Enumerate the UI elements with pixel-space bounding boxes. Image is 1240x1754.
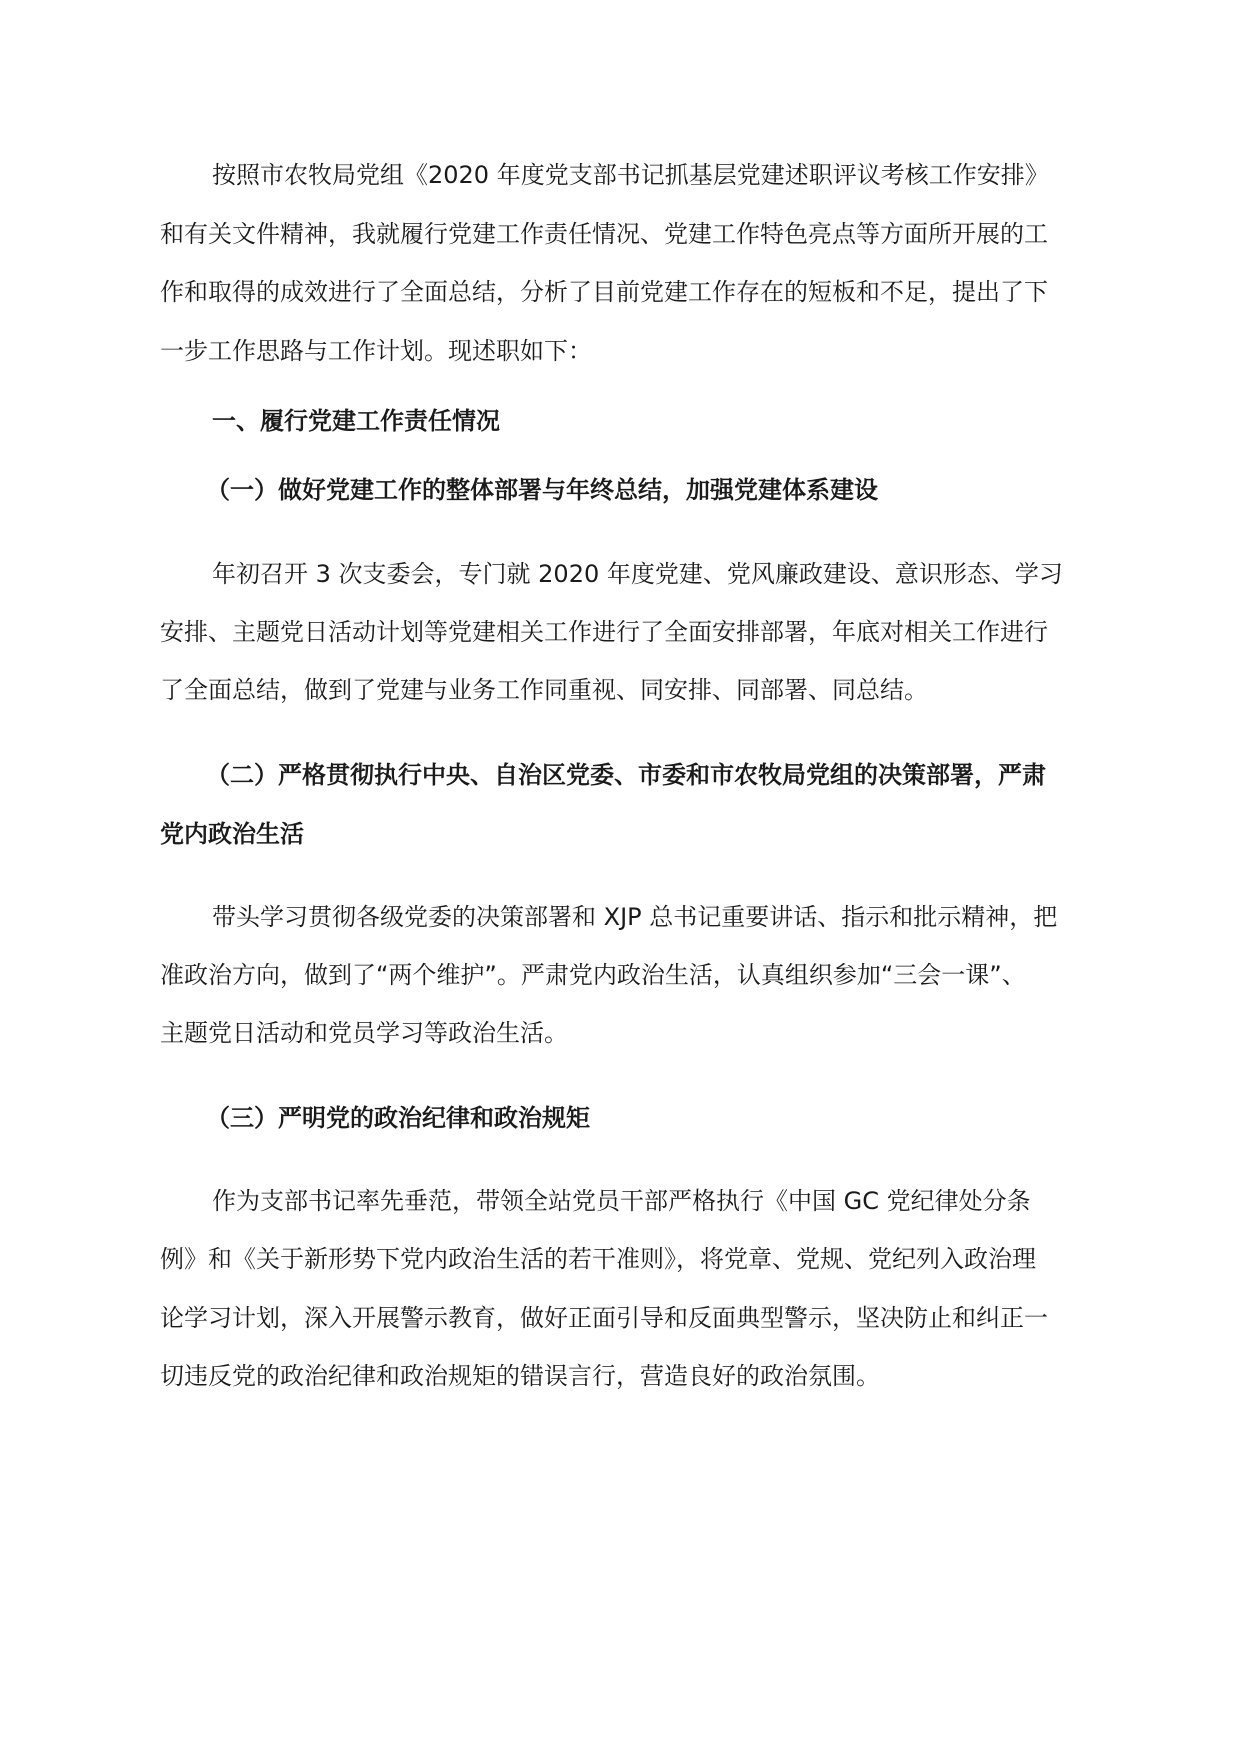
- paragraph-4-line-2: 例》和《关于新形势下党内政治生活的若干准则》，将党章、党规、党纪列入政治理: [160, 1245, 1036, 1273]
- paragraph-4-line-4: 切违反党的政治纪律和政治规矩的错误言行，营造良好的政治氛围。: [160, 1362, 880, 1390]
- subsection-heading-2-line-1: （二）严格贯彻执行中央、自治区党委、市委和市农牧局党组的决策部署，严肃: [206, 761, 1046, 789]
- paragraph-2-line-3: 了全面总结，做到了党建与业务工作同重视、同安排、同部署、同总结。: [160, 676, 928, 704]
- section-heading-1: 一、履行党建工作责任情况: [212, 407, 500, 435]
- subsection-heading-3: （三）严明党的政治纪律和政治规矩: [206, 1104, 590, 1132]
- paragraph-2-line-1: 年初召开 3 次支委会，专门就 2020 年度党建、党风廉政建设、意识形态、学习: [212, 560, 1063, 588]
- subsection-heading-1: （一）做好党建工作的整体部署与年终总结，加强党建体系建设: [206, 476, 878, 504]
- paragraph-intro-line-2: 和有关文件精神，我就履行党建工作责任情况、党建工作特色亮点等方面所开展的工: [160, 220, 1048, 248]
- paragraph-intro-line-3: 作和取得的成效进行了全面总结，分析了目前党建工作存在的短板和不足，提出了下: [160, 278, 1048, 306]
- paragraph-intro-line-1: 按照市农牧局党组《2020 年度党支部书记抓基层党建述职评议考核工作安排》: [212, 161, 1049, 189]
- paragraph-intro-line-4: 一步工作思路与工作计划。现述职如下：: [160, 337, 592, 365]
- subsection-heading-2-line-2: 党内政治生活: [160, 820, 304, 848]
- paragraph-3-line-2: 准政治方向，做到了“两个维护”。严肃党内政治生活，认真组织参加“三会一课”、: [160, 961, 1026, 989]
- paragraph-2-line-2: 安排、主题党日活动计划等党建相关工作进行了全面安排部署，年底对相关工作进行: [160, 618, 1048, 646]
- paragraph-4-line-1: 作为支部书记率先垂范，带领全站党员干部严格执行《中国 GC 党纪律处分条: [212, 1187, 1031, 1215]
- paragraph-3-line-1: 带头学习贯彻各级党委的决策部署和 XJP 总书记重要讲话、指示和批示精神，把: [212, 903, 1058, 931]
- paragraph-3-line-3: 主题党日活动和党员学习等政治生活。: [160, 1019, 568, 1047]
- paragraph-4-line-3: 论学习计划，深入开展警示教育，做好正面引导和反面典型警示，坚决防止和纠正一: [160, 1304, 1048, 1332]
